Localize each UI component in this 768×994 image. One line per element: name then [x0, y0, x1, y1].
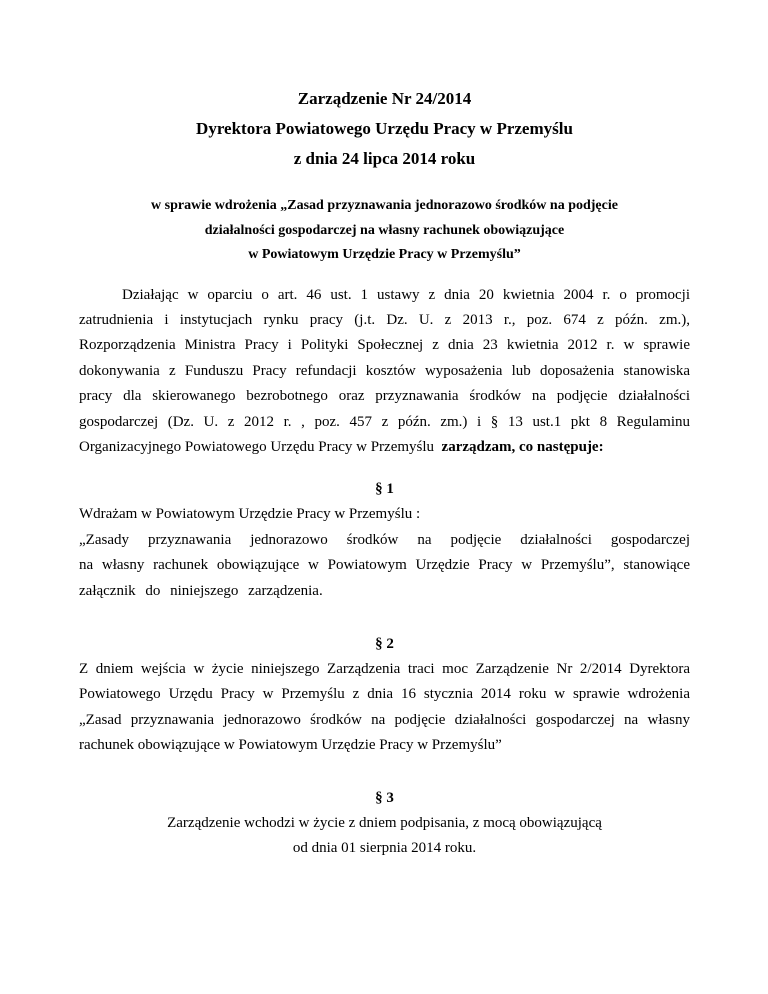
section-3-line-2: od dnia 01 sierpnia 2014 roku. — [292, 840, 477, 856]
section-1-line-3: na własny rachunek obowiązujące w Powiatowym Urzędzie Pracy w Przemyślu”, stanowiące — [79, 557, 690, 574]
section-1-body — [79, 502, 690, 604]
section-3-line-1: Zarządzenie wchodzi w życie z dniem podpisania, z mocą obowiązującą — [167, 814, 602, 831]
preamble-line-5: pracy dla skierowanego bezrobotnego oraz przyznawania środków na podjęcie działalności — [79, 388, 690, 405]
preamble-line-1: Działając w oparciu o art. 46 ust. 1 ustawy z dnia 20 kwietnia 2004 r. o promocji — [122, 286, 690, 303]
section-3-body — [79, 811, 690, 862]
title-line-2: Dyrektora Powiatowego Urzędu Pracy w Przemyślu — [196, 119, 573, 138]
preamble-line-7 — [79, 435, 690, 460]
preamble-line-3: Rozporządzenia Ministra Pracy i Polityki Społecznej z dnia 23 kwietnia 2012 r. w sprawie — [79, 337, 690, 354]
section-2-body — [79, 657, 690, 759]
section-2-line-2: Powiatowego Urzędu Pracy w Przemyślu z dnia 16 stycznia 2014 roku w sprawie wdrożenia — [79, 686, 690, 703]
title-line-1: Zarządzenie Nr 24/2014 — [297, 89, 472, 108]
section-2-line-3: „Zasad przyznawania jednorazowo środków na podjęcie działalności gospodarczej na własny — [79, 711, 690, 728]
preamble-paragraph — [79, 283, 690, 461]
document-page — [79, 0, 690, 861]
section-1-heading: § 1 — [375, 481, 394, 498]
title-line-3: z dnia 24 lipca 2014 roku — [293, 149, 476, 168]
preamble-line-6: gospodarczej (Dz. U. z 2012 r. , poz. 457 z późn. zm.) i § 13 ust.1 pkt 8 Regulaminu — [79, 413, 690, 430]
subject-line-3: w Powiatowym Urzędzie Pracy w Przemyślu” — [248, 247, 521, 262]
preamble-decision-phrase: zarządzam, co następuje: — [441, 438, 604, 455]
section-2-line-4: rachunek obowiązujące w Powiatowym Urzędzie Pracy w Przemyślu” — [79, 737, 502, 754]
section-1-line-1: Wdrażam w Powiatowym Urzędzie Pracy w Przemyślu : — [79, 506, 421, 523]
document-title — [79, 84, 690, 174]
subject-line-1: w sprawie wdrożenia „Zasad przyznawania jednorazowo środków na podjęcie — [151, 198, 618, 213]
preamble-line-2: zatrudnienia i instytucjach rynku pracy (j.t. Dz. U. z 2013 r., poz. 674 z późn. zm.), — [79, 311, 690, 328]
section-2-heading: § 2 — [375, 635, 394, 652]
preamble-line-7-text: Organizacyjnego Powiatowego Urzędu Pracy w Przemyślu — [79, 438, 435, 455]
section-3-heading: § 3 — [375, 789, 394, 806]
preamble-line-4: dokonywania z Funduszu Pracy refundacji kosztów wyposażenia lub doposażenia stanowiska — [79, 362, 690, 379]
section-1-line-4: załącznik do niniejszego zarządzenia. — [79, 582, 323, 599]
subject-line-2: działalności gospodarczej na własny rachunek obowiązujące — [204, 222, 565, 238]
document-subject — [79, 194, 690, 268]
section-1-line-2: „Zasady przyznawania jednorazowo środków na podjęcie działalności gospodarczej — [79, 531, 690, 548]
section-2-line-1: Z dniem wejścia w życie niniejszego Zarządzenia traci moc Zarządzenie Nr 2/2014 Dyrektora — [79, 660, 690, 677]
